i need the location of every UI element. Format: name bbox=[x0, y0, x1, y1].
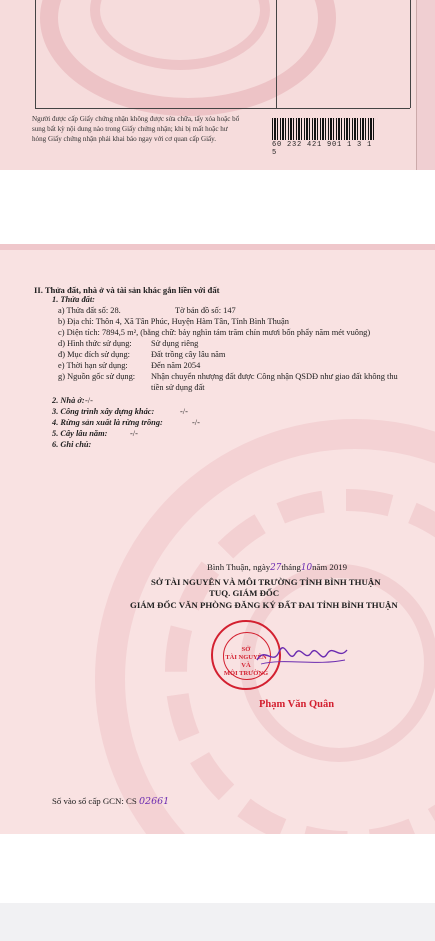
land-area: c) Diện tích: 7894,5 m², (bằng chữ: bảy nghìn tám trăm chín mươi bốn phẩy năm mét vuông) bbox=[58, 328, 371, 337]
registry-number: 02661 bbox=[139, 796, 170, 807]
notice-line: Người được cấp Giấy chứng nhận không được sửa chữa, tẩy xóa hoặc bổ bbox=[32, 115, 240, 123]
page-top-border bbox=[0, 244, 435, 250]
notice-line: sung bất kỳ nội dung nào trong Giấy chứng nhận; khi bị mất hoặc hư bbox=[32, 125, 228, 133]
section-title: II. Thửa đất, nhà ở và tài sản khác gắn liền với đất bbox=[34, 285, 220, 295]
duration-value: Đến năm 2054 bbox=[151, 361, 201, 370]
date-day: 27 bbox=[270, 563, 282, 573]
seal-line: MÔI TRƯỜNG bbox=[223, 670, 269, 677]
frame-line-bottom bbox=[35, 108, 410, 109]
authority-delegation: TUQ. GIÁM ĐỐC bbox=[209, 588, 280, 598]
perennial-trees-label: 5. Cây lâu năm: bbox=[52, 429, 108, 438]
frame-line-middle bbox=[276, 0, 277, 108]
barcode bbox=[272, 118, 374, 140]
certificate-notice bbox=[32, 114, 262, 144]
parcel-number: a) Thửa đất số: 28. bbox=[58, 306, 121, 315]
date-year: năm 2019 bbox=[312, 562, 348, 572]
usage-form-value: Sử dụng riêng bbox=[151, 339, 199, 348]
frame-line-left bbox=[35, 0, 36, 108]
perennial-trees-value: -/- bbox=[130, 429, 138, 438]
house-label: 2. Nhà ở: bbox=[52, 396, 85, 405]
issue-date bbox=[207, 562, 347, 573]
notice-line: hỏng Giấy chứng nhận phải khai báo ngay với cơ quan cấp Giấy. bbox=[32, 135, 217, 143]
authority-title: GIÁM ĐỐC VĂN PHÒNG ĐĂNG KÝ ĐẤT ĐAI TỈNH BÌNH THUẬN bbox=[130, 600, 398, 610]
registry-entry bbox=[52, 796, 169, 807]
map-sheet-number: Tờ bản đồ số: 147 bbox=[175, 306, 236, 315]
signer-name: Phạm Văn Quân bbox=[259, 699, 335, 710]
forest-label: 4. Rừng sản xuất là rừng trồng: bbox=[52, 418, 163, 427]
land-address: b) Địa chỉ: Thôn 4, Xã Tân Phúc, Huyện Hàm Tân, Tỉnh Bình Thuận bbox=[58, 317, 289, 326]
duration-label: e) Thời hạn sử dụng: bbox=[58, 361, 128, 370]
construction-label: 3. Công trình xây dựng khác: bbox=[52, 407, 155, 416]
date-prefix: Bình Thuận, ngày bbox=[207, 562, 271, 572]
usage-form-label: d) Hình thức sử dụng: bbox=[58, 339, 132, 348]
house-value: -/- bbox=[85, 396, 93, 405]
top-certificate-fragment bbox=[0, 0, 435, 170]
frame-line-right bbox=[410, 0, 411, 108]
adjacent-page-edge bbox=[416, 0, 435, 170]
construction-value: -/- bbox=[180, 407, 188, 416]
barcode-number: 60 232 421 901 1 3 1 5 bbox=[272, 141, 373, 157]
land-heading: 1. Thửa đất: bbox=[52, 295, 95, 304]
seal-line: VÀ bbox=[241, 662, 251, 669]
seal-line: TÀI NGUYÊN bbox=[225, 654, 267, 661]
notes-label: 6. Ghi chú: bbox=[52, 440, 92, 449]
authority-name: SỞ TÀI NGUYÊN VÀ MÔI TRƯỜNG TỈNH BÌNH THUẬN bbox=[151, 577, 381, 587]
signature bbox=[255, 642, 350, 670]
certificate-page bbox=[0, 244, 435, 834]
date-month-word: tháng bbox=[281, 562, 301, 572]
origin-value-continued: tiền sử dụng đất bbox=[151, 383, 205, 392]
purpose-value: Đất trồng cây lâu năm bbox=[151, 350, 226, 359]
purpose-label: đ) Mục đích sử dụng: bbox=[58, 350, 130, 359]
bottom-bar bbox=[0, 903, 435, 941]
registry-label: Số vào sổ cấp GCN: CS bbox=[52, 796, 137, 806]
seal-line: SỞ bbox=[241, 646, 251, 653]
date-month: 10 bbox=[300, 563, 313, 573]
origin-label: g) Nguồn gốc sử dụng: bbox=[58, 372, 136, 381]
origin-value: Nhận chuyển nhượng đất được Công nhận QSDĐ như giao đất không thu bbox=[151, 372, 398, 381]
forest-value: -/- bbox=[192, 418, 200, 427]
